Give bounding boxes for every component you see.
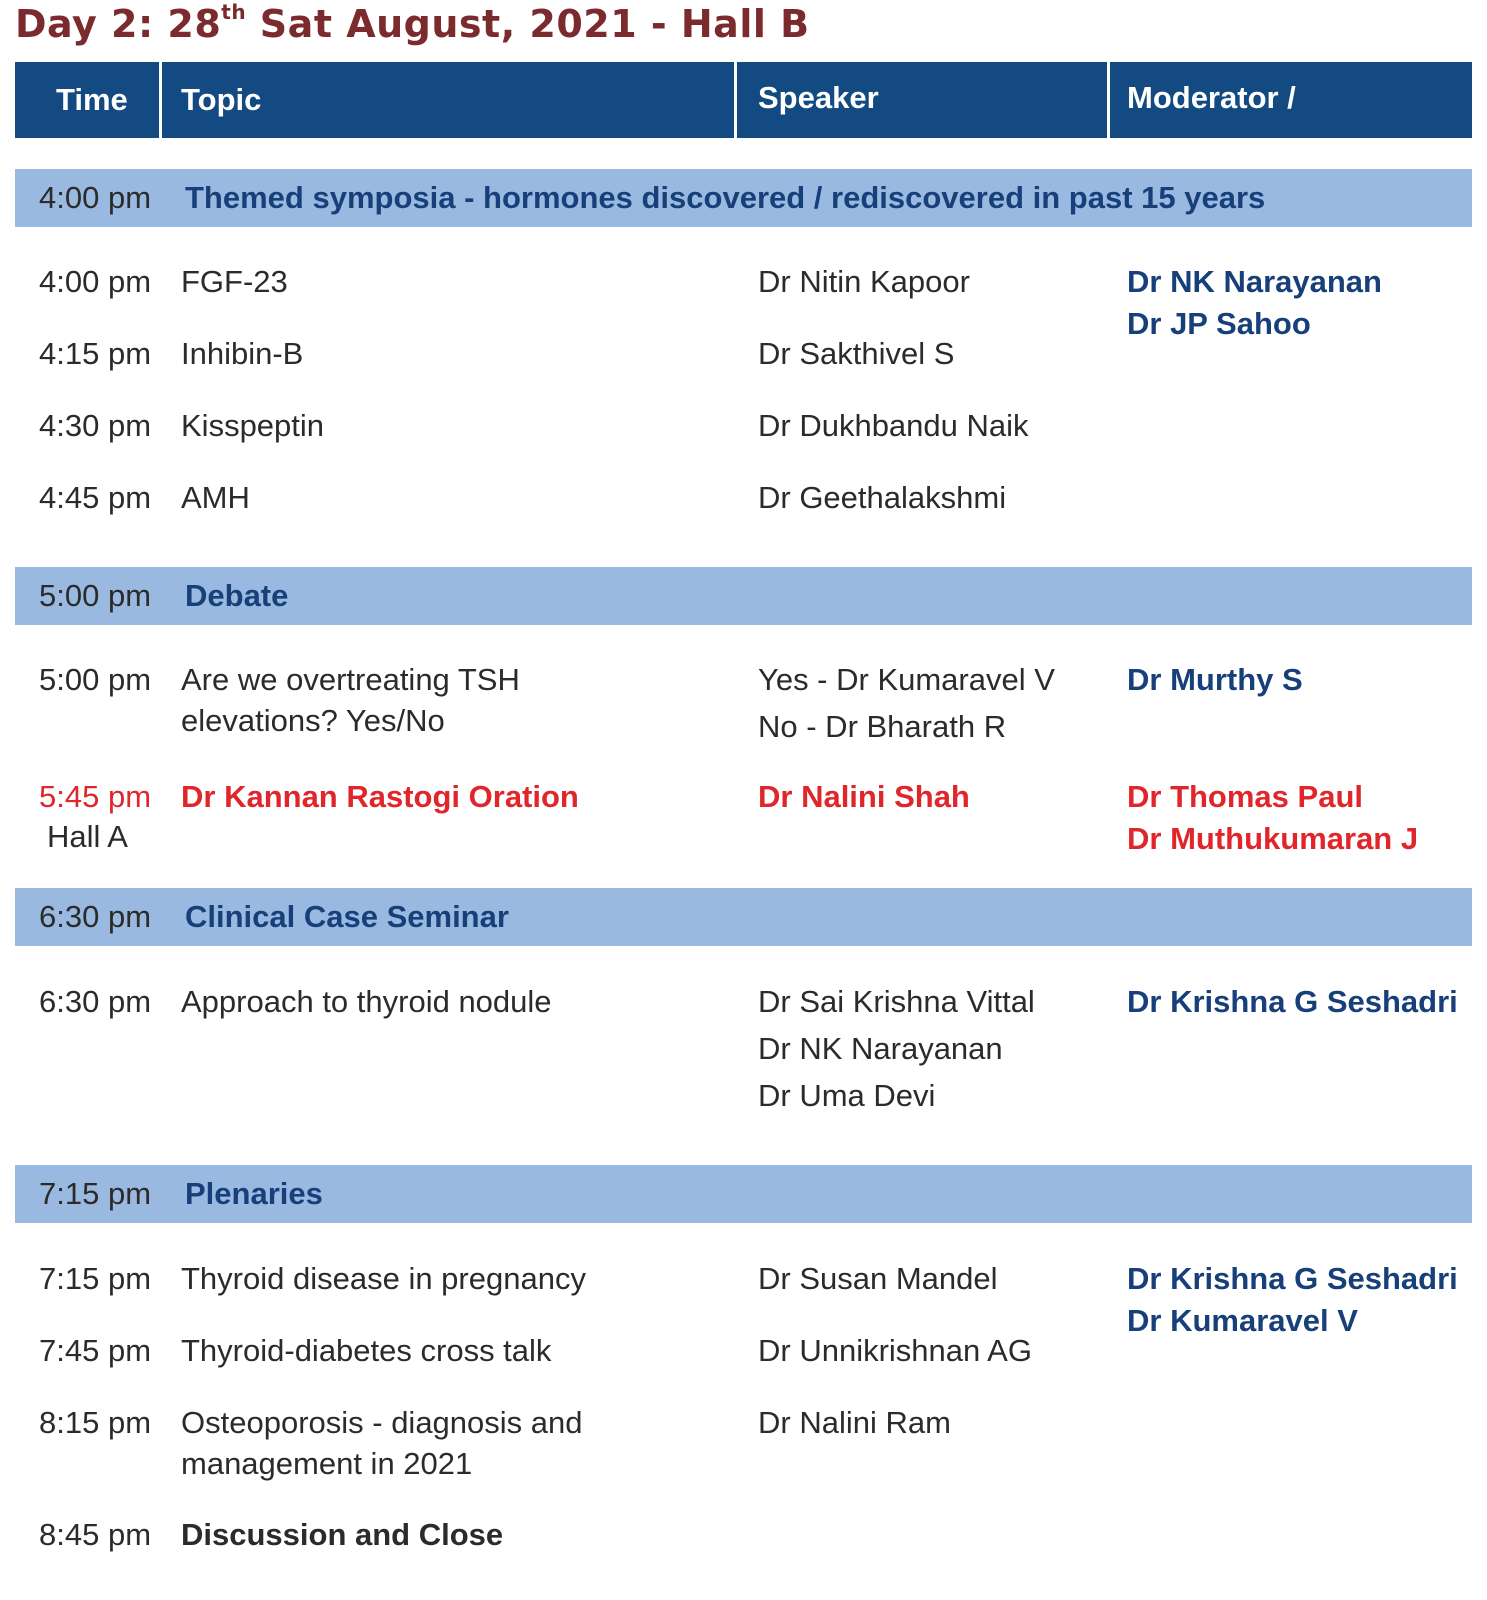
row-time: 6:30 pm xyxy=(39,984,152,1019)
page-title-prefix: Day 2: 28 xyxy=(15,2,222,46)
header-time: Time xyxy=(56,82,128,117)
page-title-suffix: Sat August, 2021 - Hall B xyxy=(246,2,810,46)
session-band xyxy=(15,169,1472,227)
header-speaker: Speaker xyxy=(758,80,879,115)
row-topic: FGF-23 xyxy=(181,264,288,299)
row-speaker: Dr Sai Krishna Vittal xyxy=(758,984,1035,1019)
header-divider xyxy=(159,62,162,138)
row-speaker: Dr Uma Devi xyxy=(758,1078,936,1113)
header-divider xyxy=(734,62,737,138)
row-time: 8:15 pm xyxy=(39,1405,152,1440)
row-time: 8:45 pm xyxy=(39,1517,152,1552)
row-time: 7:45 pm xyxy=(39,1333,152,1368)
row-topic: Approach to thyroid nodule xyxy=(181,984,552,1019)
moderator-name: Dr JP Sahoo xyxy=(1127,306,1311,341)
row-time: 5:00 pm xyxy=(39,662,152,697)
row-topic: Thyroid disease in pregnancy xyxy=(181,1261,586,1296)
row-time: 4:15 pm xyxy=(39,336,152,371)
row-speaker: Dr Sakthivel S xyxy=(758,336,955,371)
session-band xyxy=(15,888,1472,946)
session-band xyxy=(15,567,1472,625)
session-time: 7:15 pm xyxy=(39,1176,152,1211)
row-topic: Kisspeptin xyxy=(181,408,325,443)
row-time: 4:45 pm xyxy=(39,480,152,515)
row-topic: management in 2021 xyxy=(181,1446,473,1481)
moderator-name: Dr Krishna G Seshadri xyxy=(1127,1261,1458,1296)
moderator-name: Dr Murthy S xyxy=(1127,662,1303,697)
row-topic: Inhibin-B xyxy=(181,336,304,371)
schedule-header xyxy=(15,62,1472,138)
page-title-sup: th xyxy=(221,0,247,25)
row-speaker: Dr Dukhbandu Naik xyxy=(758,408,1029,443)
oration-hall: Hall A xyxy=(47,819,128,854)
row-topic: AMH xyxy=(181,480,250,515)
session-time: 6:30 pm xyxy=(39,899,152,934)
session-time: 5:00 pm xyxy=(39,578,152,613)
moderator-name: Dr Krishna G Seshadri xyxy=(1127,984,1458,1019)
oration-speaker: Dr Nalini Shah xyxy=(758,779,970,814)
header-topic: Topic xyxy=(181,82,262,117)
moderator-name: Dr NK Narayanan xyxy=(1127,264,1382,299)
session-title: Themed symposia - hormones discovered / rediscovered in past 15 years xyxy=(185,180,1266,215)
row-topic: Discussion and Close xyxy=(181,1517,504,1552)
row-time: 4:00 pm xyxy=(39,264,152,299)
row-speaker: Dr Geethalakshmi xyxy=(758,480,1007,515)
oration-moderator: Dr Thomas Paul xyxy=(1127,779,1363,814)
row-speaker: Dr Nitin Kapoor xyxy=(758,264,970,299)
row-topic: Osteoporosis - diagnosis and xyxy=(181,1405,583,1440)
row-time: 7:15 pm xyxy=(39,1261,152,1296)
row-speaker: Yes - Dr Kumaravel V xyxy=(758,662,1055,697)
row-time: 4:30 pm xyxy=(39,408,152,443)
row-speaker: Dr NK Narayanan xyxy=(758,1031,1003,1066)
row-topic: Are we overtreating TSH xyxy=(181,662,520,697)
row-topic: Thyroid-diabetes cross talk xyxy=(181,1333,552,1368)
header-divider xyxy=(1107,62,1110,138)
session-title: Debate xyxy=(185,578,289,613)
moderator-name: Dr Kumaravel V xyxy=(1127,1303,1358,1338)
row-speaker: Dr Nalini Ram xyxy=(758,1405,951,1440)
row-speaker: Dr Unnikrishnan AG xyxy=(758,1333,1032,1368)
header-moderator: Moderator / xyxy=(1127,80,1296,115)
session-band xyxy=(15,1165,1472,1223)
oration-time: 5:45 pm xyxy=(39,779,152,814)
row-topic: elevations? Yes/No xyxy=(181,703,445,738)
oration-moderator: Dr Muthukumaran J xyxy=(1127,821,1419,856)
session-time: 4:00 pm xyxy=(39,180,152,215)
row-speaker: Dr Susan Mandel xyxy=(758,1261,998,1296)
session-title: Plenaries xyxy=(185,1176,323,1211)
session-title: Clinical Case Seminar xyxy=(185,899,509,934)
oration-topic: Dr Kannan Rastogi Oration xyxy=(181,779,579,814)
row-speaker: No - Dr Bharath R xyxy=(758,709,1007,744)
page-title xyxy=(15,2,810,46)
